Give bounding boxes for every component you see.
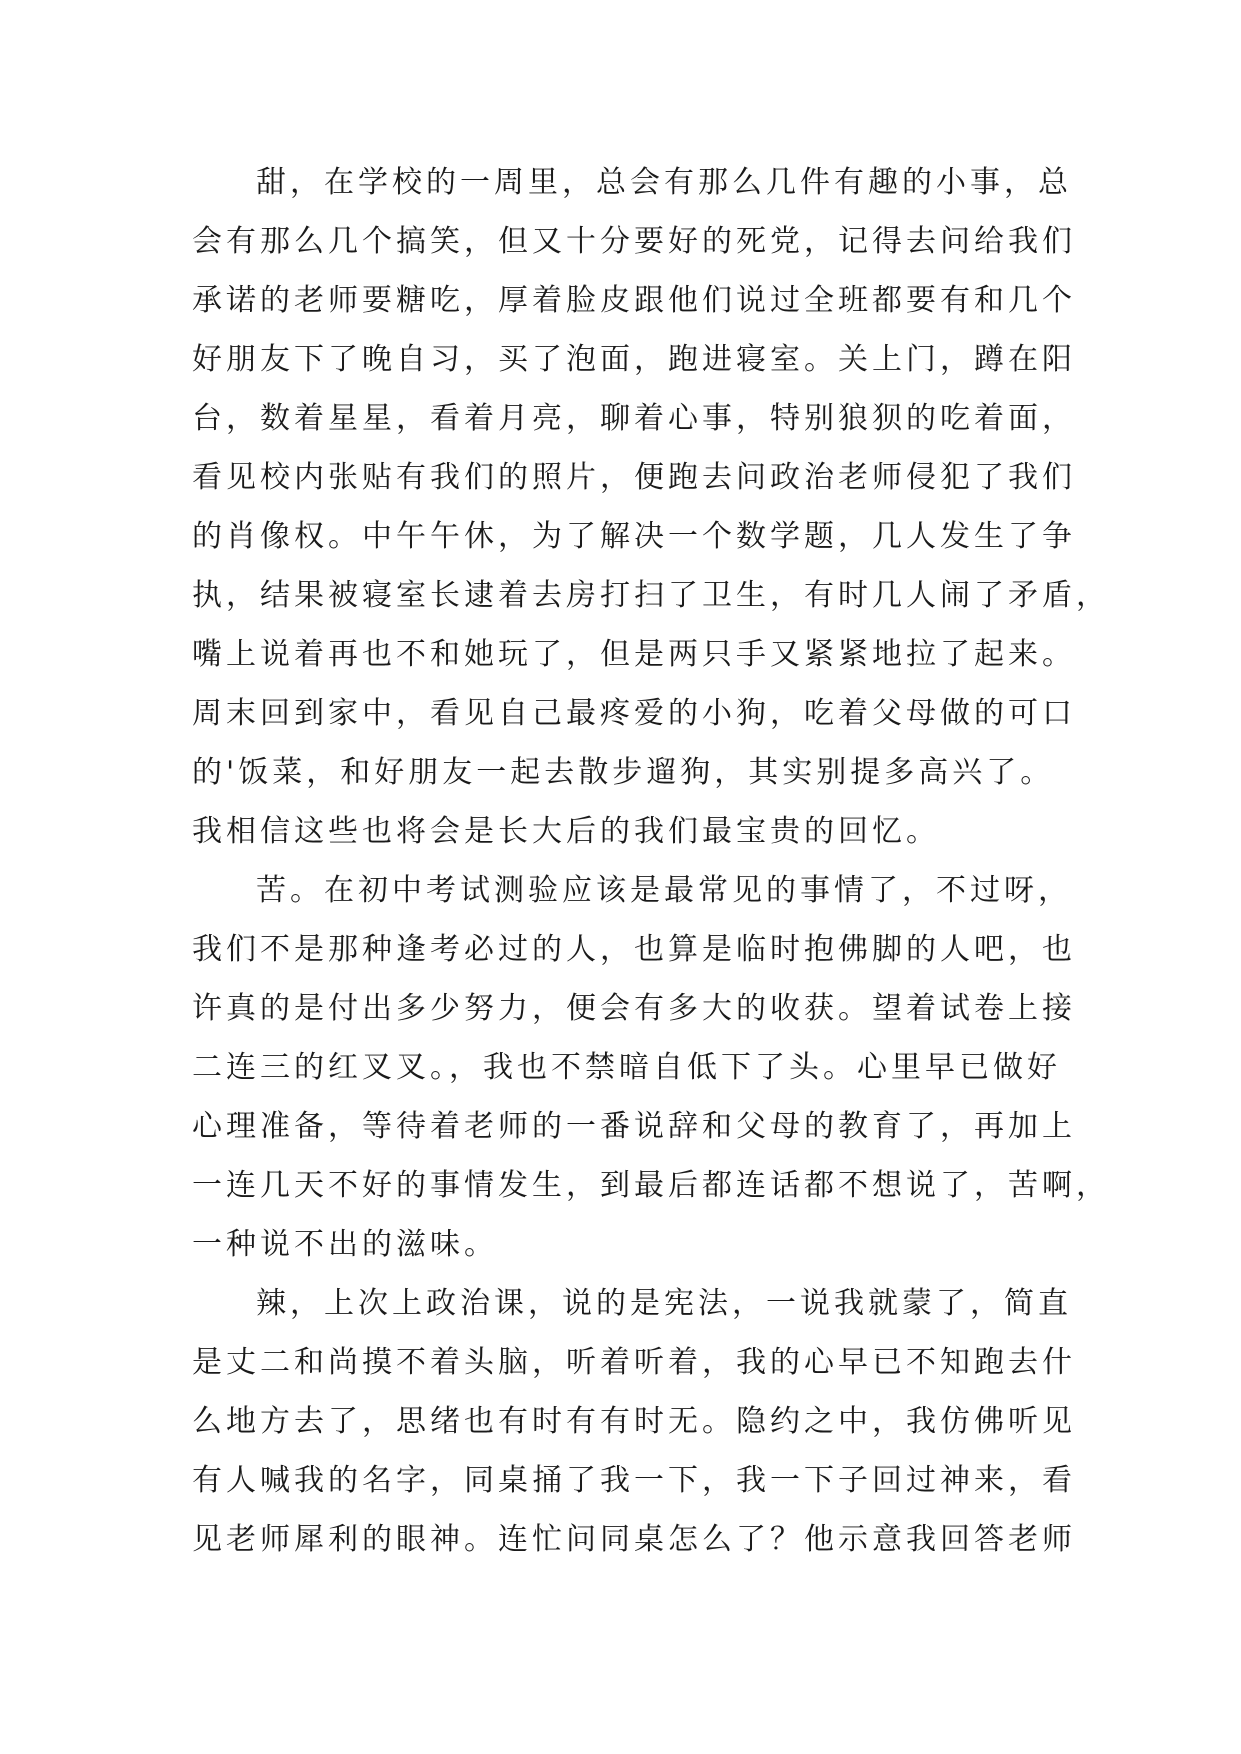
text-line: 辣，上次上政治课，说的是宪法，一说我就蒙了，简直: [256, 1286, 1072, 1321]
text-line: 我们不是那种逢考必过的人，也算是临时抱佛脚的人吧，也: [192, 932, 1076, 967]
text-line: 我相信这些也将会是长大后的我们最宝贵的回忆。: [192, 814, 940, 849]
text-line: 嘴上说着再也不和她玩了，但是两只手又紧紧地拉了起来。: [192, 637, 1076, 672]
text-line: 的肖像权。中午午休，为了解决一个数学题，几人发生了争: [192, 519, 1076, 554]
text-line: 心理准备，等待着老师的一番说辞和父母的教育了，再加上: [192, 1109, 1076, 1144]
text-line: 执，结果被寝室长逮着去房打扫了卫生，有时几人闹了矛盾，: [192, 578, 1110, 613]
text-line: 周末回到家中，看见自己最疼爱的小狗，吃着父母做的可口: [192, 696, 1076, 731]
paragraph-bitter: [192, 868, 1110, 1267]
text-line: 承诺的老师要糖吃，厚着脸皮跟他们说过全班都要有和几个: [192, 283, 1076, 318]
text-line: 有人喊我的名字，同桌捅了我一下，我一下子回过神来，看: [192, 1463, 1076, 1498]
document-body: [192, 160, 1110, 1576]
text-line: 一种说不出的滋味。: [192, 1227, 498, 1262]
text-line: 见老师犀利的眼神。连忙问同桌怎么了？他示意我回答老师: [192, 1522, 1076, 1557]
paragraph-sweet: [192, 160, 1110, 854]
text-line: 许真的是付出多少努力，便会有多大的收获。望着试卷上接: [192, 991, 1076, 1026]
text-line: 的'饭菜，和好朋友一起去散步遛狗，其实别提多高兴了。: [192, 755, 1055, 790]
text-line: 甜，在学校的一周里，总会有那么几件有趣的小事，总: [256, 165, 1072, 200]
paragraph-spicy: [192, 1281, 1076, 1562]
text-line: 会有那么几个搞笑，但又十分要好的死党，记得去问给我们: [192, 224, 1076, 259]
text-line: 二连三的红叉叉。，我也不禁暗自低下了头。心里早已做好: [192, 1050, 1061, 1085]
text-line: 么地方去了，思绪也有时有有时无。隐约之中，我仿佛听见: [192, 1404, 1076, 1439]
text-line: 好朋友下了晚自习，买了泡面，跑进寝室。关上门，蹲在阳: [192, 342, 1076, 377]
text-line: 看见校内张贴有我们的照片，便跑去问政治老师侵犯了我们: [192, 460, 1076, 495]
text-line: 一连几天不好的事情发生，到最后都连话都不想说了，苦啊，: [192, 1168, 1110, 1203]
text-line: 苦。在初中考试测验应该是最常见的事情了，不过呀，: [256, 873, 1072, 908]
text-line: 是丈二和尚摸不着头脑，听着听着，我的心早已不知跑去什: [192, 1345, 1076, 1380]
text-line: 台，数着星星，看着月亮，聊着心事，特别狼狈的吃着面，: [192, 401, 1076, 436]
